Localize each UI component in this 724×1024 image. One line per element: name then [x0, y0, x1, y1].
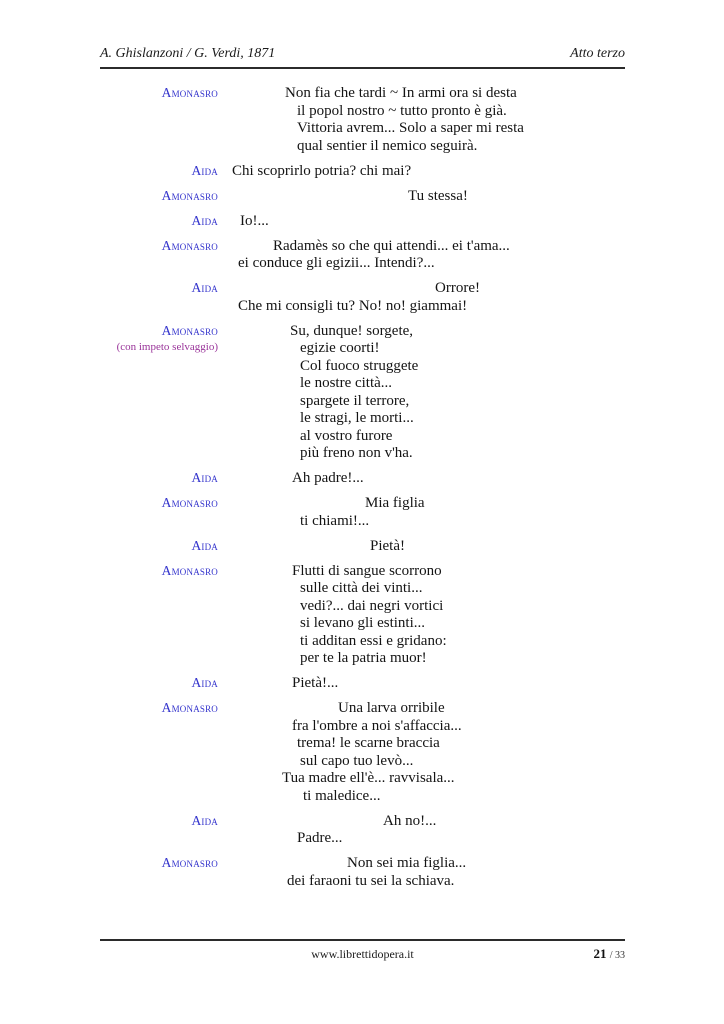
verse-text: [232, 700, 626, 805]
dialogue-block: [100, 538, 626, 556]
character-name: Aida: [191, 162, 218, 178]
verse-line: ti maledice...: [303, 787, 381, 804]
character-column: [100, 813, 218, 829]
page-number-total: / 33: [609, 950, 625, 961]
verse-text: [232, 855, 626, 890]
verse-line: dei faraoni tu sei la schiava.: [287, 872, 455, 889]
verse-line: Non sei mia figlia...: [347, 855, 467, 871]
character-column: [100, 213, 218, 229]
verse-line: Padre...: [297, 830, 343, 846]
character-column: [100, 85, 218, 101]
verse-line: egizie coorti!: [300, 340, 380, 356]
verse-line: sul capo tuo levò...: [300, 752, 414, 769]
verse-line: Radamès so che qui attendi... ei t'ama...: [273, 237, 510, 254]
character-name: Aida: [191, 812, 218, 828]
dialogue-block: [100, 495, 626, 530]
verse-line: le stragi, le morti...: [300, 410, 414, 426]
verse-line: Una larva orribile: [338, 700, 445, 716]
header-act-label: Atto terzo: [570, 46, 625, 61]
verse-line: si levano gli estinti...: [300, 615, 425, 631]
verse-line: Non fia che tardi ~ In armi ora si desta: [285, 85, 517, 101]
verse-line: più freno non v'ha.: [300, 445, 413, 461]
verse-line: Su, dunque! sorgete,: [290, 322, 414, 339]
verse-text: [232, 470, 626, 488]
verse-text: [232, 675, 626, 693]
character-column: [100, 675, 218, 691]
verse-line: Io!...: [240, 212, 269, 229]
verse-line: Che mi consigli tu? No! no! giammai!: [238, 297, 468, 314]
dialogue-block: [100, 675, 626, 693]
verse-text: [232, 188, 626, 206]
verse-line: il popol nostro ~ tutto pronto è già.: [297, 102, 507, 119]
verse-line: trema! le scarne braccia: [297, 735, 440, 751]
verse-text: [232, 323, 626, 463]
verse-text: [232, 163, 626, 181]
footer-site-url: www.librettidopera.it: [311, 947, 414, 961]
dialogue-block: [100, 213, 626, 231]
character-name: Aida: [191, 470, 218, 485]
dialogue-block: [100, 470, 626, 488]
character-column: [100, 495, 218, 511]
verse-line: ti additan essi e gridano:: [300, 632, 447, 649]
verse-text: [232, 238, 626, 273]
dialogue-block: [100, 563, 626, 668]
verse-line: Orrore!: [435, 280, 480, 296]
dialogue-block: [100, 85, 626, 155]
page-number-current: 21: [593, 946, 607, 961]
verse-line: per te la patria muor!: [300, 650, 427, 666]
verse-line: sulle città dei vinti...: [300, 580, 423, 596]
verse-line: Ah padre!...: [292, 470, 364, 486]
character-column: [100, 238, 218, 254]
verse-line: Col fuoco struggete: [300, 357, 419, 374]
verse-line: ti chiami!...: [300, 512, 370, 529]
character-name: Amonasro: [161, 187, 218, 203]
character-name: Amonasro: [161, 322, 218, 338]
verse-line: Vittoria avrem... Solo a saper mi resta: [297, 120, 524, 136]
verse-line: Tu stessa!: [408, 187, 468, 204]
dialogue-block: [100, 855, 626, 890]
character-name: Aida: [191, 212, 218, 228]
character-name: Amonasro: [161, 237, 218, 253]
verse-line: vedi?... dai negri vortici: [300, 597, 444, 614]
page-footer: [100, 939, 625, 962]
verse-text: [232, 280, 626, 315]
page-number: [593, 946, 625, 962]
character-column: [100, 700, 218, 716]
character-name: Aida: [191, 537, 218, 553]
character-column: [100, 280, 218, 296]
verse-line: Mia figlia: [365, 495, 425, 511]
verse-text: [232, 563, 626, 668]
character-column: [100, 563, 218, 579]
dialogue-block: [100, 813, 626, 848]
verse-line: Ah no!...: [383, 812, 437, 829]
character-column: [100, 470, 218, 486]
verse-line: Pietà!...: [292, 675, 339, 691]
stage-direction: (con impeto selvaggio): [116, 340, 218, 353]
character-column: [100, 538, 218, 554]
verse-text: [232, 85, 626, 155]
character-name: Amonasro: [161, 855, 218, 870]
dialogue-block: [100, 323, 626, 463]
character-column: [100, 188, 218, 204]
dialogue-block: [100, 280, 626, 315]
character-column: [100, 855, 218, 871]
character-name: Amonasro: [161, 700, 218, 715]
character-name: Aida: [191, 675, 218, 690]
verse-text: [232, 213, 626, 231]
verse-line: qual sentier il nemico seguirà.: [297, 137, 478, 154]
character-name: Amonasro: [161, 85, 218, 100]
verse-line: spargete il terrore,: [300, 392, 410, 409]
dialogue-block: [100, 163, 626, 181]
character-name: Amonasro: [161, 562, 218, 578]
verse-line: ei conduce gli egizii... Intendi?...: [238, 255, 435, 271]
verse-line: Tua madre ell'è... ravvisala...: [282, 770, 455, 786]
dialogue-block: [100, 700, 626, 805]
character-column: [100, 163, 218, 179]
character-name: Aida: [191, 280, 218, 295]
verse-text: [232, 538, 626, 556]
verse-line: Flutti di sangue scorrono: [292, 562, 442, 579]
character-column: [100, 323, 218, 354]
header-author-title: A. Ghislanzoni / G. Verdi, 1871: [100, 46, 276, 61]
verse-line: Chi scoprirlo potria? chi mai?: [232, 162, 412, 179]
dialogue-block: [100, 188, 626, 206]
page-header: [100, 46, 625, 69]
dialogue-block: [100, 238, 626, 273]
verse-line: fra l'ombre a noi s'affaccia...: [292, 717, 462, 734]
dialogue: [100, 85, 626, 898]
verse-text: [232, 495, 626, 530]
verse-line: le nostre città...: [300, 375, 393, 391]
character-name: Amonasro: [161, 495, 218, 510]
verse-text: [232, 813, 626, 848]
verse-line: Pietà!: [370, 537, 405, 554]
verse-line: al vostro furore: [300, 427, 393, 444]
